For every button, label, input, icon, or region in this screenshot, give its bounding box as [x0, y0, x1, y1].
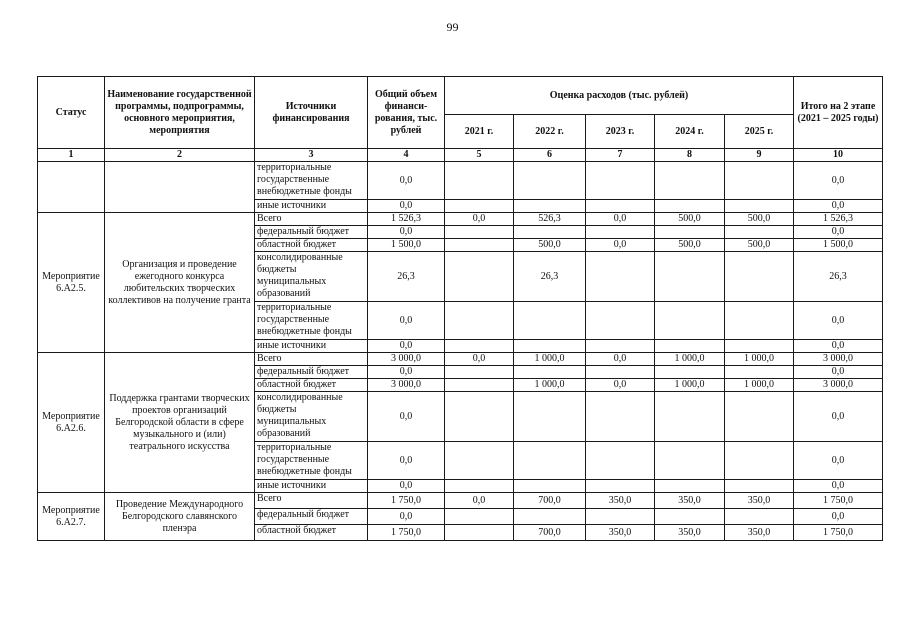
stage-total-cell: 0,0 — [794, 162, 883, 200]
header-year-2024: 2024 г. — [655, 115, 725, 149]
y2024-cell: 350,0 — [655, 493, 725, 509]
header-sources: Источники финансирования — [255, 77, 368, 149]
y2021-cell — [445, 162, 514, 200]
y2021-cell — [445, 480, 514, 493]
y2025-cell: 1 000,0 — [725, 379, 794, 392]
column-number: 3 — [255, 149, 368, 162]
activity-name-cell: Проведение Международного Белгородского славянского пленэра — [105, 493, 255, 541]
y2025-cell — [725, 226, 794, 239]
total-cell: 26,3 — [368, 252, 445, 302]
y2024-cell — [655, 509, 725, 525]
source-cell: федеральный бюджет — [255, 366, 368, 379]
y2025-cell — [725, 252, 794, 302]
stage-total-cell: 0,0 — [794, 480, 883, 493]
y2021-cell — [445, 509, 514, 525]
source-cell: иные источники — [255, 480, 368, 493]
column-number: 2 — [105, 149, 255, 162]
source-cell: федеральный бюджет — [255, 509, 368, 525]
header-year-2021: 2021 г. — [445, 115, 514, 149]
y2023-cell — [586, 340, 655, 353]
y2021-cell — [445, 200, 514, 213]
y2023-cell — [586, 392, 655, 442]
y2025-cell: 350,0 — [725, 493, 794, 509]
source-cell: консолидированные бюджеты муниципальных образований — [255, 392, 368, 442]
y2023-cell: 350,0 — [586, 493, 655, 509]
table-row — [38, 493, 883, 509]
y2021-cell — [445, 442, 514, 480]
total-cell: 0,0 — [368, 162, 445, 200]
source-cell: Всего — [255, 213, 368, 226]
header-program-name: Наименование государственной программы, подпрограммы, основного мероприятия, мероприятия — [105, 77, 255, 149]
y2024-cell — [655, 302, 725, 340]
stage-total-cell: 0,0 — [794, 392, 883, 442]
stage-total-cell: 0,0 — [794, 200, 883, 213]
y2022-cell: 26,3 — [514, 252, 586, 302]
stage-total-cell: 26,3 — [794, 252, 883, 302]
y2022-cell — [514, 480, 586, 493]
status-cell: Мероприятие 6.А2.6. — [38, 353, 105, 493]
stage-total-cell: 0,0 — [794, 442, 883, 480]
total-cell: 1 500,0 — [368, 239, 445, 252]
stage-total-cell: 0,0 — [794, 340, 883, 353]
stage-total-cell: 3 000,0 — [794, 379, 883, 392]
total-cell: 3 000,0 — [368, 353, 445, 366]
status-cell — [38, 162, 105, 213]
y2022-cell: 1 000,0 — [514, 353, 586, 366]
y2021-cell — [445, 302, 514, 340]
y2025-cell — [725, 366, 794, 379]
stage-total-cell: 0,0 — [794, 366, 883, 379]
header-year-2025: 2025 г. — [725, 115, 794, 149]
activity-name-cell — [105, 162, 255, 213]
y2023-cell — [586, 442, 655, 480]
table-header — [38, 77, 883, 162]
y2024-cell — [655, 392, 725, 442]
source-cell: территориальные государственные внебюджетные фонды — [255, 162, 368, 200]
y2022-cell — [514, 366, 586, 379]
total-cell: 1 750,0 — [368, 525, 445, 541]
source-cell: иные источники — [255, 340, 368, 353]
header-status: Статус — [38, 77, 105, 149]
y2023-cell: 0,0 — [586, 379, 655, 392]
y2022-cell: 526,3 — [514, 213, 586, 226]
stage-total-cell: 1 750,0 — [794, 525, 883, 541]
stage-total-cell: 1 750,0 — [794, 493, 883, 509]
total-cell: 0,0 — [368, 366, 445, 379]
column-number: 9 — [725, 149, 794, 162]
y2024-cell: 1 000,0 — [655, 353, 725, 366]
y2021-cell: 0,0 — [445, 213, 514, 226]
total-cell: 0,0 — [368, 392, 445, 442]
y2023-cell — [586, 200, 655, 213]
y2023-cell: 0,0 — [586, 239, 655, 252]
y2023-cell — [586, 480, 655, 493]
source-cell: консолидированные бюджеты муниципальных образований — [255, 252, 368, 302]
y2025-cell — [725, 392, 794, 442]
source-cell: областной бюджет — [255, 525, 368, 541]
y2023-cell — [586, 226, 655, 239]
stage-total-cell: 1 500,0 — [794, 239, 883, 252]
y2023-cell — [586, 366, 655, 379]
y2025-cell: 1 000,0 — [725, 353, 794, 366]
source-cell: иные источники — [255, 200, 368, 213]
total-cell: 0,0 — [368, 480, 445, 493]
y2024-cell — [655, 340, 725, 353]
y2024-cell — [655, 162, 725, 200]
column-number: 8 — [655, 149, 725, 162]
y2024-cell: 1 000,0 — [655, 379, 725, 392]
y2024-cell — [655, 480, 725, 493]
header-year-2022: 2022 г. — [514, 115, 586, 149]
column-number: 5 — [445, 149, 514, 162]
y2023-cell — [586, 252, 655, 302]
stage-total-cell: 0,0 — [794, 226, 883, 239]
column-number: 7 — [586, 149, 655, 162]
y2021-cell — [445, 239, 514, 252]
y2022-cell — [514, 442, 586, 480]
total-cell: 0,0 — [368, 226, 445, 239]
y2025-cell — [725, 509, 794, 525]
y2022-cell — [514, 162, 586, 200]
header-total-volume: Общий объем финанси- рования, тыс. рублей — [368, 77, 445, 149]
y2024-cell — [655, 200, 725, 213]
y2025-cell: 500,0 — [725, 239, 794, 252]
y2024-cell: 500,0 — [655, 213, 725, 226]
status-cell: Мероприятие 6.А2.5. — [38, 213, 105, 353]
y2022-cell — [514, 200, 586, 213]
y2025-cell — [725, 480, 794, 493]
source-cell: федеральный бюджет — [255, 226, 368, 239]
y2024-cell — [655, 442, 725, 480]
stage-total-cell: 3 000,0 — [794, 353, 883, 366]
y2023-cell: 0,0 — [586, 353, 655, 366]
y2023-cell: 350,0 — [586, 525, 655, 541]
y2022-cell: 700,0 — [514, 525, 586, 541]
y2025-cell: 500,0 — [725, 213, 794, 226]
y2025-cell — [725, 200, 794, 213]
y2022-cell — [514, 509, 586, 525]
total-cell: 1 750,0 — [368, 493, 445, 509]
y2022-cell: 500,0 — [514, 239, 586, 252]
stage-total-cell: 0,0 — [794, 509, 883, 525]
y2021-cell — [445, 226, 514, 239]
table-row — [38, 353, 883, 366]
table-body — [38, 162, 883, 541]
y2021-cell: 0,0 — [445, 493, 514, 509]
y2023-cell — [586, 509, 655, 525]
y2025-cell — [725, 442, 794, 480]
y2024-cell — [655, 226, 725, 239]
total-cell: 0,0 — [368, 509, 445, 525]
status-cell: Мероприятие 6.А2.7. — [38, 493, 105, 541]
source-cell: территориальные государственные внебюджетные фонды — [255, 442, 368, 480]
y2021-cell — [445, 252, 514, 302]
source-cell: территориальные государственные внебюджетные фонды — [255, 302, 368, 340]
y2022-cell — [514, 302, 586, 340]
stage-total-cell: 1 526,3 — [794, 213, 883, 226]
y2023-cell: 0,0 — [586, 213, 655, 226]
total-cell: 3 000,0 — [368, 379, 445, 392]
y2024-cell — [655, 366, 725, 379]
y2021-cell — [445, 392, 514, 442]
y2023-cell — [586, 162, 655, 200]
y2022-cell — [514, 392, 586, 442]
y2021-cell — [445, 525, 514, 541]
y2022-cell — [514, 340, 586, 353]
source-cell: областной бюджет — [255, 239, 368, 252]
page-number: 99 — [446, 20, 459, 34]
source-cell: областной бюджет — [255, 379, 368, 392]
header-estimate: Оценка расходов (тыс. рублей) — [445, 77, 794, 115]
column-number-row — [38, 149, 883, 162]
total-cell: 0,0 — [368, 302, 445, 340]
y2023-cell — [586, 302, 655, 340]
y2021-cell: 0,0 — [445, 353, 514, 366]
y2025-cell — [725, 340, 794, 353]
column-number: 10 — [794, 149, 883, 162]
source-cell: Всего — [255, 353, 368, 366]
y2025-cell — [725, 302, 794, 340]
y2021-cell — [445, 366, 514, 379]
header-stage-total: Итого на 2 этапе (2021 – 2025 годы) — [794, 77, 883, 149]
total-cell: 1 526,3 — [368, 213, 445, 226]
column-number: 1 — [38, 149, 105, 162]
y2024-cell: 350,0 — [655, 525, 725, 541]
total-cell: 0,0 — [368, 442, 445, 480]
total-cell: 0,0 — [368, 200, 445, 213]
column-number: 4 — [368, 149, 445, 162]
total-cell: 0,0 — [368, 340, 445, 353]
y2021-cell — [445, 379, 514, 392]
stage-total-cell: 0,0 — [794, 302, 883, 340]
y2021-cell — [445, 340, 514, 353]
y2024-cell: 500,0 — [655, 239, 725, 252]
y2022-cell: 700,0 — [514, 493, 586, 509]
column-number: 6 — [514, 149, 586, 162]
header-year-2023: 2023 г. — [586, 115, 655, 149]
y2025-cell: 350,0 — [725, 525, 794, 541]
activity-name-cell: Организация и проведение ежегодного конкурса любительских творческих коллективов на получение гранта — [105, 213, 255, 353]
y2024-cell — [655, 252, 725, 302]
y2025-cell — [725, 162, 794, 200]
source-cell: Всего — [255, 493, 368, 509]
y2022-cell: 1 000,0 — [514, 379, 586, 392]
table-row — [38, 213, 883, 226]
table-row — [38, 162, 883, 200]
y2022-cell — [514, 226, 586, 239]
budget-table — [37, 76, 883, 541]
activity-name-cell: Поддержка грантами творческих проектов организаций Белгородской области в сфере музыкального и (или) театрального искусства — [105, 353, 255, 493]
